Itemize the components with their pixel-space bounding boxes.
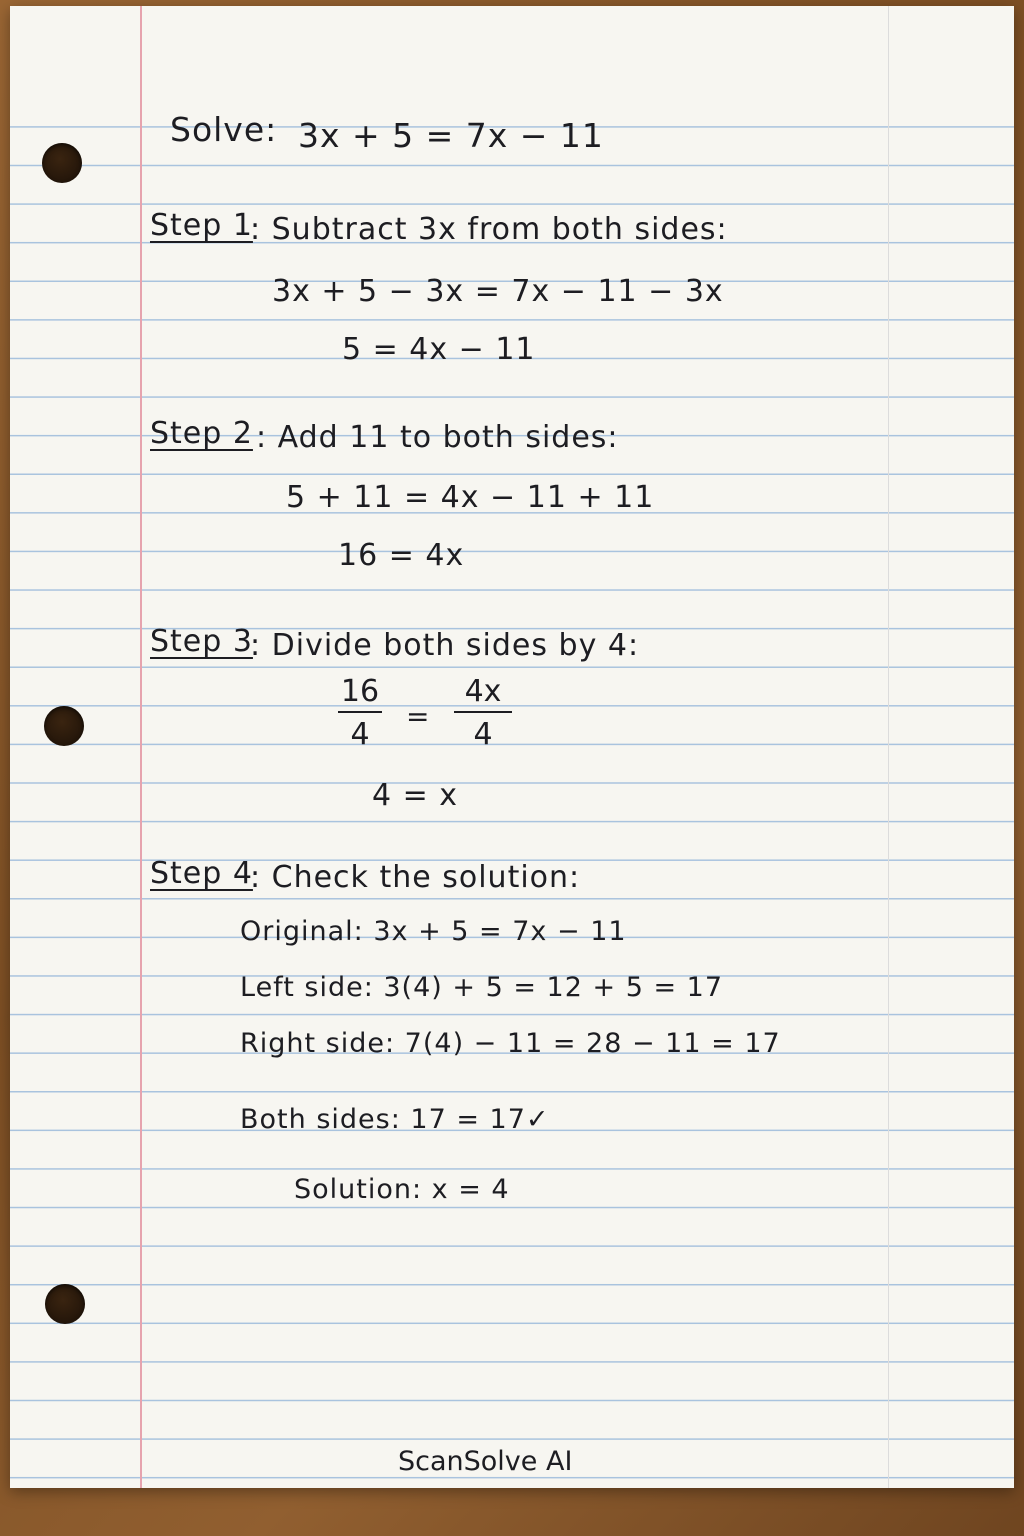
check-left-side: Left side: 3(4) + 5 = 12 + 5 = 17 — [240, 972, 724, 1003]
check-original: Original: 3x + 5 = 7x − 11 — [240, 916, 627, 947]
problem-equation: 3x + 5 = 7x − 11 — [298, 116, 604, 155]
check-right-side: Right side: 7(4) − 11 = 28 − 11 = 17 — [240, 1028, 781, 1059]
step-2-label: Step 2 — [150, 416, 253, 451]
binder-hole-bottom — [45, 1284, 85, 1324]
step-3-label: Step 3 — [150, 624, 253, 659]
fraction-right-bar — [454, 711, 512, 713]
check-both-sides: Both sides: 17 = 17✓ — [240, 1104, 550, 1135]
binder-hole-middle — [44, 706, 84, 746]
step-2-line-1: 5 + 11 = 4x − 11 + 11 — [286, 480, 655, 515]
fraction-equals: = — [406, 700, 430, 733]
step-4-label: Step 4 — [150, 856, 253, 891]
fraction-left-denominator: 4 — [350, 717, 370, 752]
fraction-right-denominator: 4 — [473, 717, 493, 752]
fraction-left-bar — [338, 711, 382, 713]
page-top-margin — [10, 6, 1014, 124]
step-3-result: 4 = x — [372, 778, 459, 813]
fraction-left — [338, 674, 382, 752]
step-4-instruction: : Check the solution: — [250, 860, 581, 895]
binder-hole-top — [42, 143, 82, 183]
step-1-line-1: 3x + 5 − 3x = 7x − 11 − 3x — [272, 274, 724, 309]
right-margin-line — [888, 6, 889, 1488]
step-1-label: Step 1 — [150, 208, 253, 243]
problem-label: Solve: — [170, 110, 278, 149]
step-3-instruction: : Divide both sides by 4: — [250, 628, 640, 663]
step-2-line-2: 16 = 4x — [338, 538, 465, 573]
red-margin-line — [140, 6, 142, 1488]
fraction-right-numerator: 4x — [464, 674, 502, 709]
notebook-page — [10, 6, 1014, 1488]
step-1-line-2: 5 = 4x − 11 — [342, 332, 536, 367]
footer-brand: ScanSolve AI — [398, 1446, 573, 1477]
step-1-instruction: : Subtract 3x from both sides: — [250, 212, 728, 247]
fraction-left-numerator: 16 — [340, 674, 380, 709]
final-solution: Solution: x = 4 — [294, 1174, 510, 1205]
step-2-instruction: : Add 11 to both sides: — [256, 420, 619, 455]
fraction-right — [454, 674, 512, 752]
